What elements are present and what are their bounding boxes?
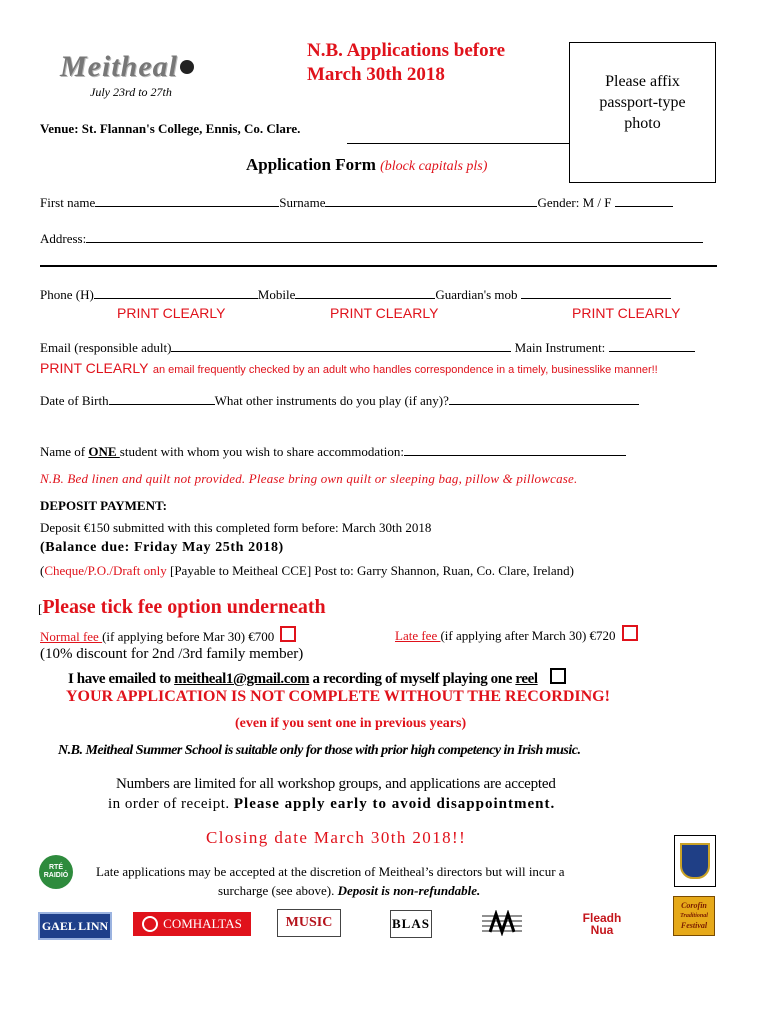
normal-fee-row <box>40 626 296 645</box>
nb-applications-line1: N.B. Applications before <box>307 40 506 61</box>
gael-linn-text: GAEL LINN <box>41 918 109 933</box>
nua-text: Nua <box>590 923 614 937</box>
photo-box-line3: photo <box>624 115 661 132</box>
share-row <box>40 444 626 460</box>
guardian-field[interactable] <box>521 298 671 299</box>
bedlinen-note: N.B. Bed linen and quilt not provided. Please bring own quilt or sleeping bag, pillow & pillowcase. <box>40 471 578 486</box>
cheque-open: ( <box>40 563 45 578</box>
guardian-label: Guardian's mob <box>435 287 518 302</box>
mobile-label: Mobile <box>257 287 296 302</box>
recording-checkbox[interactable] <box>550 668 566 684</box>
recording-middle: a recording of myself playing one <box>309 671 516 687</box>
fee-bracket: [ <box>38 601 43 616</box>
fee-heading-row <box>38 596 326 619</box>
normal-fee-rest: (if applying before Mar 30) €700 <box>102 629 275 644</box>
gender-field[interactable] <box>615 206 673 207</box>
main-instrument-label: Main Instrument: <box>514 340 606 355</box>
email-row <box>40 340 695 356</box>
surname-field[interactable] <box>325 206 537 207</box>
limited-line2-b: Please apply early to avoid disappointment. <box>233 796 556 812</box>
music-network-icon <box>480 910 524 936</box>
address-line2[interactable] <box>40 265 717 267</box>
share-prefix: Name of <box>40 444 89 459</box>
deposit-heading: DEPOSIT PAYMENT: <box>40 498 168 513</box>
comhaltas-icon <box>142 916 158 932</box>
normal-fee-checkbox[interactable] <box>280 626 296 642</box>
share-field[interactable] <box>404 455 626 456</box>
fleadh-text: Fleadh <box>582 911 622 925</box>
cheque-row <box>40 563 574 579</box>
recording-even-if: (even if you sent one in previous years) <box>235 716 467 731</box>
form-title-note: (block capitals pls) <box>380 159 488 174</box>
recording-reel: reel <box>515 671 538 687</box>
dates: July 23rd to 27th <box>90 85 172 99</box>
dob-row <box>40 393 639 409</box>
phone-label: Phone (H) <box>40 287 94 302</box>
corofin-line1: Corofin <box>681 901 707 910</box>
late-line2 <box>218 883 480 899</box>
other-instruments-field[interactable] <box>449 404 639 405</box>
rte-raidio-logo <box>39 855 73 889</box>
late-line2-b: Deposit is non-refundable. <box>337 883 481 898</box>
limited-line1: Numbers are limited for all workshop groups, and applications are accepted <box>116 776 556 792</box>
meitheal-logo <box>60 50 194 84</box>
crest-shield-icon <box>680 843 710 879</box>
address-label: Address: <box>40 231 87 246</box>
balance-due: (Balance due: Friday May 25th 2018) <box>40 540 284 555</box>
gael-linn-logo <box>38 912 112 940</box>
corofin-festival-logo <box>673 896 715 936</box>
music-logo <box>277 909 341 937</box>
normal-fee-label: Normal fee <box>40 629 103 644</box>
venue: Venue: St. Flannan's College, Ennis, Co. Clare. <box>40 121 301 136</box>
recording-row <box>68 668 566 688</box>
address-row <box>40 231 703 247</box>
print-clearly-3: PRINT CLEARLY <box>572 305 681 321</box>
deposit-line: Deposit €150 submitted with this completed form before: March 30th 2018 <box>40 520 432 535</box>
late-fee-label: Late fee <box>395 628 441 643</box>
surname-label: Surname <box>279 195 326 210</box>
rte-line1: RTÉ <box>49 864 63 871</box>
print-clearly-email: PRINT CLEARLY <box>40 360 149 376</box>
music-network-logo <box>480 910 524 936</box>
email-note: an email frequently checked by an adult who handles correspondence in a timely, businesslike manner!! <box>152 364 658 376</box>
limited-line2 <box>108 796 555 813</box>
fiddle-icon <box>180 60 194 74</box>
comhaltas-text: COMHALTAS <box>163 916 242 931</box>
phone-row <box>40 287 671 303</box>
recording-email[interactable]: meitheal1@gmail.com <box>174 671 310 687</box>
cheque-rest: [Payable to Meitheal CCE] Post to: Garry Shannon, Ruan, Co. Clare, Ireland) <box>166 563 575 578</box>
recording-warning: YOUR APPLICATION IS NOT COMPLETE WITHOUT THE RECORDING! <box>66 688 610 705</box>
phone-field[interactable] <box>94 298 258 299</box>
comhaltas-logo <box>133 912 251 936</box>
blas-logo <box>390 910 432 938</box>
share-one: ONE <box>88 444 120 459</box>
late-fee-rest: (if applying after March 30) €720 <box>440 628 616 643</box>
print-clearly-2: PRINT CLEARLY <box>330 305 439 321</box>
rte-line2: RAIDIÓ <box>43 872 69 879</box>
competency-note: N.B. Meitheal Summer School is suitable only for those with prior high competency in Irish music. <box>58 743 581 758</box>
print-clearly-1: PRINT CLEARLY <box>117 305 226 321</box>
photo-box-line2: passport-type <box>599 94 686 111</box>
mobile-field[interactable] <box>295 298 435 299</box>
first-name-field[interactable] <box>95 206 279 207</box>
county-crest-logo <box>674 835 716 887</box>
logo-text: Meitheal <box>60 50 178 83</box>
main-instrument-field[interactable] <box>609 351 695 352</box>
share-suffix: student with whom you wish to share accommodation: <box>119 444 404 459</box>
blas-text: BLAS <box>392 916 430 931</box>
cheque-red: Cheque/P.O./Draft only <box>44 563 167 578</box>
photo-box <box>569 42 716 183</box>
dob-field[interactable] <box>109 404 215 405</box>
late-line1: Late applications may be accepted at the discretion of Meitheal’s directors but will incur a <box>96 864 565 879</box>
recording-prefix: I have emailed to <box>68 671 175 687</box>
nb-applications-line2: March 30th 2018 <box>307 64 445 85</box>
email-label: Email (responsible adult) <box>40 340 172 355</box>
gender-label: Gender: M / F <box>537 195 612 210</box>
fee-heading: Please tick fee option underneath <box>42 596 326 618</box>
late-fee-checkbox[interactable] <box>622 625 638 641</box>
header-divider <box>347 143 569 144</box>
other-instruments-label: What other instruments do you play (if any)? <box>214 393 449 408</box>
late-line2-a: surcharge (see above). <box>218 883 338 898</box>
family-discount: (10% discount for 2nd /3rd family member) <box>40 646 304 662</box>
dob-label: Date of Birth <box>40 393 109 408</box>
corofin-line3: Festival <box>680 921 708 930</box>
limited-line2-a: in order of receipt. <box>108 796 234 812</box>
email-field[interactable] <box>171 351 511 352</box>
music-text: MUSIC <box>285 915 333 930</box>
address-field[interactable] <box>86 242 703 243</box>
corofin-line2: Traditional <box>680 913 708 919</box>
first-name-label: First name <box>40 195 96 210</box>
name-row <box>40 195 673 211</box>
closing-date: Closing date March 30th 2018!! <box>206 828 467 847</box>
late-fee-row <box>395 625 638 644</box>
photo-box-line1: Please affix <box>605 73 680 90</box>
form-title-text: Application Form <box>246 155 376 174</box>
fleadh-nua-logo <box>572 910 632 938</box>
form-title <box>246 155 487 175</box>
email-note-row <box>40 360 658 378</box>
